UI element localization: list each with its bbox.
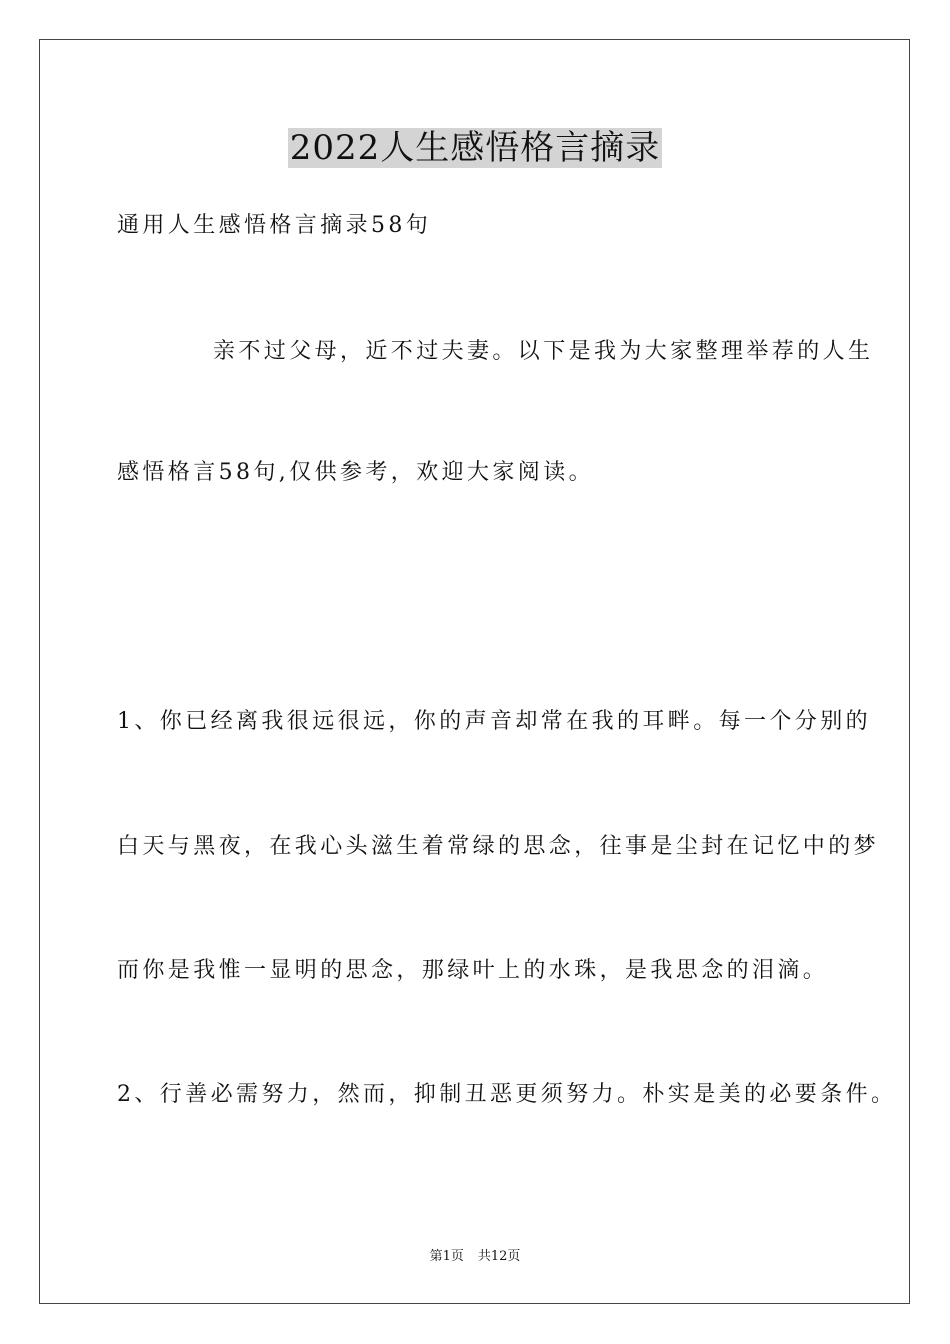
paragraph-line-1: 亲不过父母，近不过夫妻。以下是我为大家整理举荐的人生 (213, 339, 874, 364)
paragraph-line-6: 2、行善必需努力，然而，抑制丑恶更须努力。朴实是美的必要条件。 (117, 1082, 897, 1107)
document-subtitle: 通用人生感悟格言摘录58句 (117, 213, 432, 238)
paragraph-line-4: 白天与黑夜，在我心头滋生着常绿的思念，往事是尘封在记忆中的梦 (117, 834, 880, 859)
page-footer (0, 1248, 950, 1266)
document-title: 2022人生感悟格言摘录 (289, 128, 661, 168)
page-number: 第1页 (429, 1249, 464, 1264)
paragraph-line-3: 1、你已经离我很远很远，你的声音却常在我的耳畔。每一个分别的 (117, 709, 871, 734)
paragraph-line-2: 感悟格言58句,仅供参考，欢迎大家阅读。 (117, 460, 594, 485)
title-container (0, 128, 950, 168)
paragraph-line-5: 而你是我惟一显明的思念，那绿叶上的水珠，是我思念的泪滴。 (117, 958, 829, 983)
page-total: 共12页 (477, 1249, 521, 1264)
